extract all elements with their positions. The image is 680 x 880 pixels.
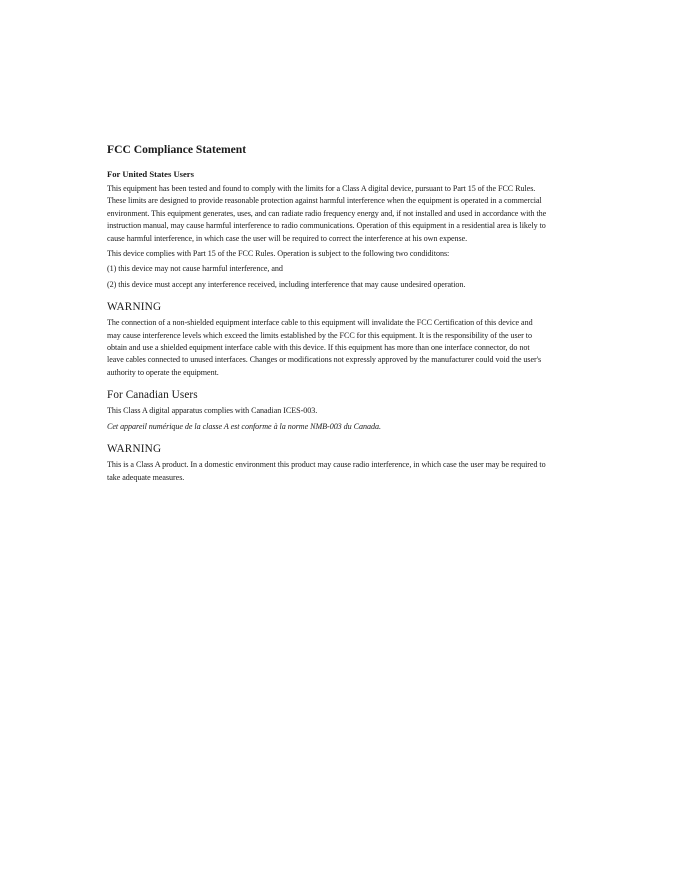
condition-2: (2) this device must accept any interference received, including interference that may cause undesired operation.: [107, 279, 466, 289]
page-title: FCC Compliance Statement: [107, 143, 247, 156]
us-compliance-paragraph: This equipment has been tested and found to comply with the limits for a Class A digital device, pursuant to Part 15 of the FCC Rules. These limits are designed to provide reasonable protection against harmful interference when the equipment is operated in a commercial environment. This equipment generates, uses, and can radiate radio frequency energy and, if not installed and used in accordance with the instruction manual, may cause harmful interference to radio communications. Operation of this equipment in a residential area is likely to cause harmful interference, in which case the user will be required to correct the interference at his own expense.: [107, 184, 547, 243]
warning-heading-1: WARNING: [107, 301, 162, 314]
canada-french-statement: Cet appareil numérique de la classe A est conforme à la norme NMB-003 du Canada.: [107, 421, 381, 431]
warning-paragraph-1: The connection of a non-shielded equipment interface cable to this equipment will invalidate the FCC Certification of this device and may cause interference levels which exceed the limits established by the FCC for this equipment. It is the responsibility of the user to obtain and use a shielded equipment interface cable with this device. If this equipment has more than one interface connector, do not leave cables connected to unused interfaces. Changes or modifications not expressly approved by the manufacturer could void the user's authority to operate the equipment.: [107, 318, 542, 377]
warning-heading-2: WARNING: [107, 443, 162, 456]
us-users-heading: For United States Users: [107, 169, 194, 179]
warning-paragraph-2: This is a Class A product. In a domestic environment this product may cause radio interference, in which case the user may be required to take adequate measures.: [107, 460, 546, 482]
document-page: [107, 143, 547, 487]
part15-paragraph: This device complies with Part 15 of the FCC Rules. Operation is subject to the following two condiditons:: [107, 249, 450, 259]
canada-english-statement: This Class A digital apparatus complies with Canadian ICES-003.: [107, 406, 318, 416]
condition-1: (1) this device may not cause harmful interference, and: [107, 264, 283, 274]
canadian-users-heading: For Canadian Users: [107, 389, 198, 402]
